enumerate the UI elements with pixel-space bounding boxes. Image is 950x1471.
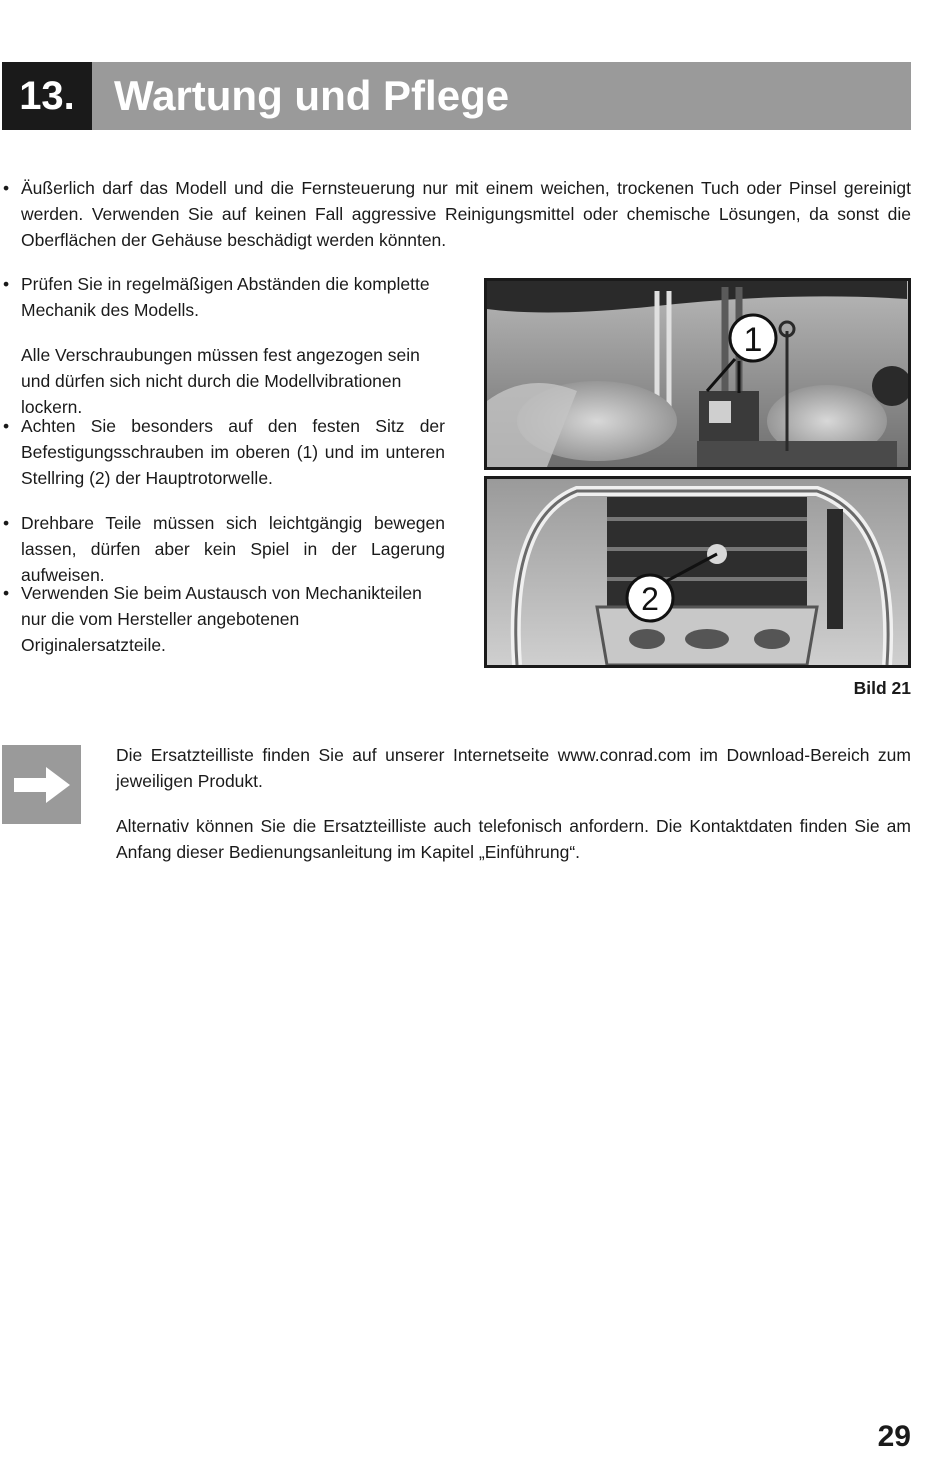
section-title-text: Wartung und Pflege [114, 72, 510, 119]
bullet-dot: • [3, 416, 10, 436]
section-title [92, 62, 911, 130]
note-paragraph-1: Die Ersatzteilliste finden Sie auf unserer Internetseite www.conrad.com im Download-Bereich zum jeweiligen Produkt. [116, 745, 911, 791]
page-number: 29 [877, 1420, 911, 1453]
bullet-check-mechanics [3, 271, 445, 323]
bullet-text: Achten Sie besonders auf den festen Sitz der Befestigungsschrauben im oberen (1) und im unteren Stellring (2) der Hauptrotorwelle. [21, 416, 445, 488]
bullet-dot: • [3, 583, 10, 603]
bullet-spare-parts [3, 580, 445, 658]
note-paragraph-2: Alternativ können Sie die Ersatzteilliste auch telefonisch anfordern. Die Kontaktdaten finden Sie am Anfang dieser Bedienungsanleitung im Kapitel „Einführung“. [116, 816, 911, 862]
photo-upper-collar [484, 278, 911, 470]
section-number: 13. [2, 62, 92, 130]
photo-upper-collar-image [487, 281, 908, 467]
bullet-collars [3, 413, 445, 491]
callout-1-label: 1 [743, 321, 763, 359]
bullet-dot: • [3, 513, 10, 533]
bullet-subparagraph: Alle Verschraubungen müssen fest angezogen sein und dürfen sich nicht durch die Modellvibrationen lockern. [21, 345, 420, 417]
bullet-dot: • [3, 178, 10, 198]
arrow-right-icon [12, 765, 72, 805]
bullet-cleaning [3, 175, 911, 253]
bullet-rotating-parts [3, 510, 445, 588]
bullet-text: Äußerlich darf das Modell und die Fernsteuerung nur mit einem weichen, trockenen Tuch oder Pinsel gereinigt werden. Verwenden Sie auf keinen Fall aggressive Reinigungsmittel oder chemische Lösungen, da sonst die Oberflächen der Gehäuse beschädigt werden könnten. [21, 178, 911, 250]
photo-lower-collar [484, 476, 911, 668]
callout-2-label: 2 [641, 581, 659, 617]
bullet-text: Prüfen Sie in regelmäßigen Abständen die komplette Mechanik des Modells. [21, 274, 430, 320]
photo-lower-collar-image [487, 479, 908, 665]
bullet-text: Drehbare Teile müssen sich leichtgängig bewegen lassen, dürfen aber kein Spiel in der Lagerung aufweisen. [21, 513, 445, 585]
figure-caption: Bild 21 [853, 678, 911, 698]
note-box [2, 745, 81, 824]
bullet-text: Verwenden Sie beim Austausch von Mechanikteilen nur die vom Hersteller angebotenen Originalersatzteile. [21, 583, 422, 655]
bullet-dot: • [3, 274, 10, 294]
